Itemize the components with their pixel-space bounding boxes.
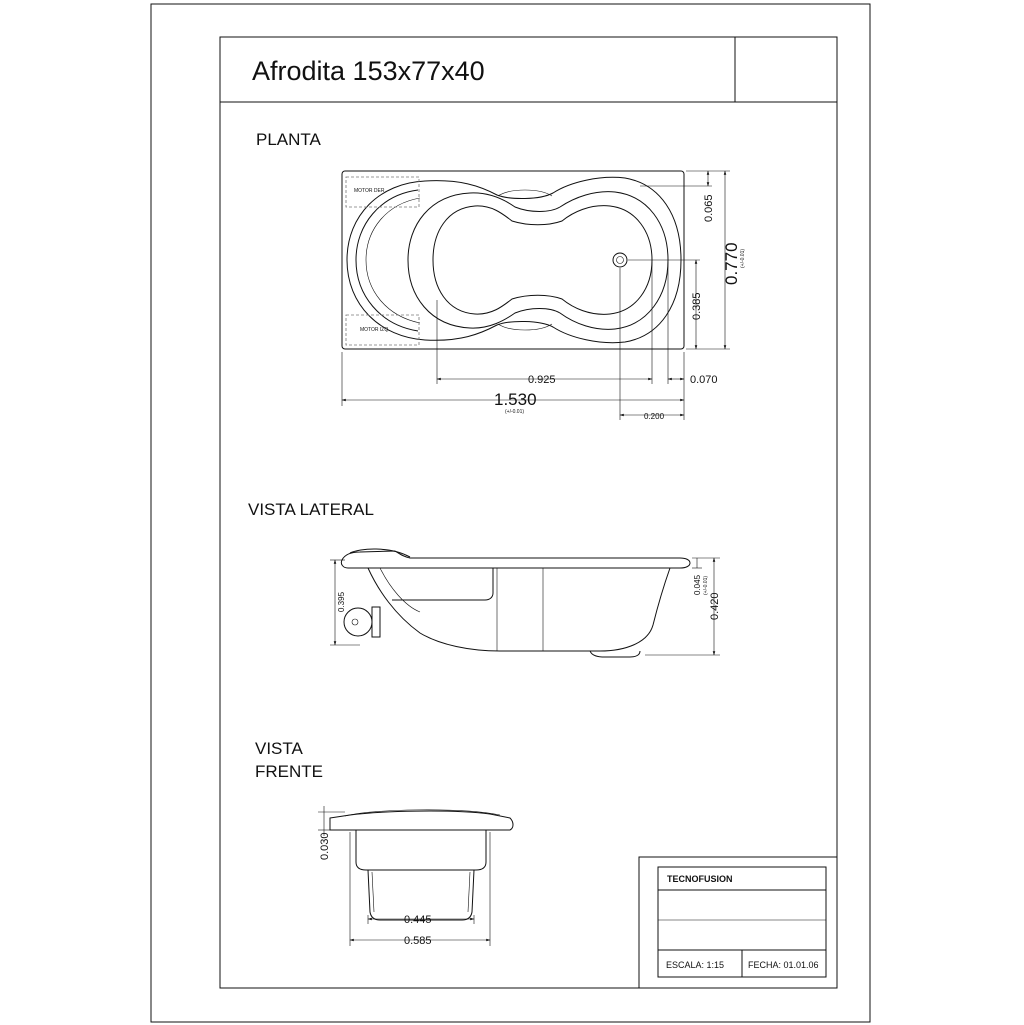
- plan-motor-izq-label: MOTOR IZQ.: [360, 327, 390, 333]
- front-basin-side-r: [468, 872, 470, 912]
- side-shell: [368, 568, 670, 651]
- dim-label-585: 0.585: [404, 935, 432, 947]
- side-motor-hub: [352, 619, 358, 625]
- dim-label-385: 0.385: [691, 292, 703, 320]
- plan-left-rim-inner: [366, 198, 420, 323]
- plan-left-rim: [356, 190, 418, 331]
- dim-tol-045: (+/-0.01): [703, 575, 709, 595]
- front-rim: [330, 811, 513, 830]
- side-view: [330, 549, 721, 657]
- title-block-date: FECHA: 01.01.06: [748, 960, 819, 970]
- side-foot: [590, 651, 640, 657]
- dim-tol-1530: (+/-0.01): [505, 409, 525, 415]
- dim-tol-770: (+/-0.01): [740, 248, 746, 268]
- dim-label-1530: 1.530: [494, 390, 537, 409]
- section-label-lateral: VISTA LATERAL: [248, 500, 374, 519]
- front-view: [318, 806, 513, 947]
- side-shell-inner: [380, 568, 420, 612]
- drawing-title: Afrodita 153x77x40: [252, 56, 485, 86]
- plan-drain-outer: [613, 253, 627, 267]
- plan-view: [342, 171, 746, 421]
- dim-label-200: 0.200: [644, 412, 665, 421]
- dim-label-925: 0.925: [528, 374, 556, 386]
- side-motor-body: [372, 607, 380, 637]
- dim-label-070: 0.070: [690, 374, 718, 386]
- front-body: [356, 830, 486, 870]
- title-block: [639, 857, 837, 988]
- section-label-planta: PLANTA: [256, 130, 321, 149]
- dim-label-395: 0.395: [337, 591, 346, 612]
- dim-label-065: 0.065: [703, 194, 715, 222]
- plan-motor-der-label: MOTOR DER.: [354, 188, 386, 194]
- plan-basin-floor: [433, 206, 652, 315]
- section-label-frente-1: VISTA: [255, 739, 303, 758]
- side-rim: [341, 551, 690, 568]
- side-seat: [392, 568, 493, 600]
- section-label-frente-2: FRENTE: [255, 762, 323, 781]
- dim-label-045: 0.045: [693, 574, 702, 595]
- plan-headrest-bottom: [498, 324, 552, 330]
- dim-label-030: 0.030: [319, 832, 331, 860]
- dim-label-770: 0.770: [722, 242, 741, 285]
- front-basin: [368, 870, 474, 920]
- plan-headrest-top: [498, 190, 552, 196]
- plan-drain-inner: [617, 257, 624, 264]
- title-block-company: TECNOFUSION: [667, 874, 733, 884]
- dim-label-445: 0.445: [404, 914, 432, 926]
- dim-label-420: 0.420: [709, 592, 721, 620]
- title-block-scale: ESCALA: 1:15: [666, 960, 725, 970]
- front-basin-side-l: [372, 872, 374, 912]
- side-headrest: [350, 549, 410, 557]
